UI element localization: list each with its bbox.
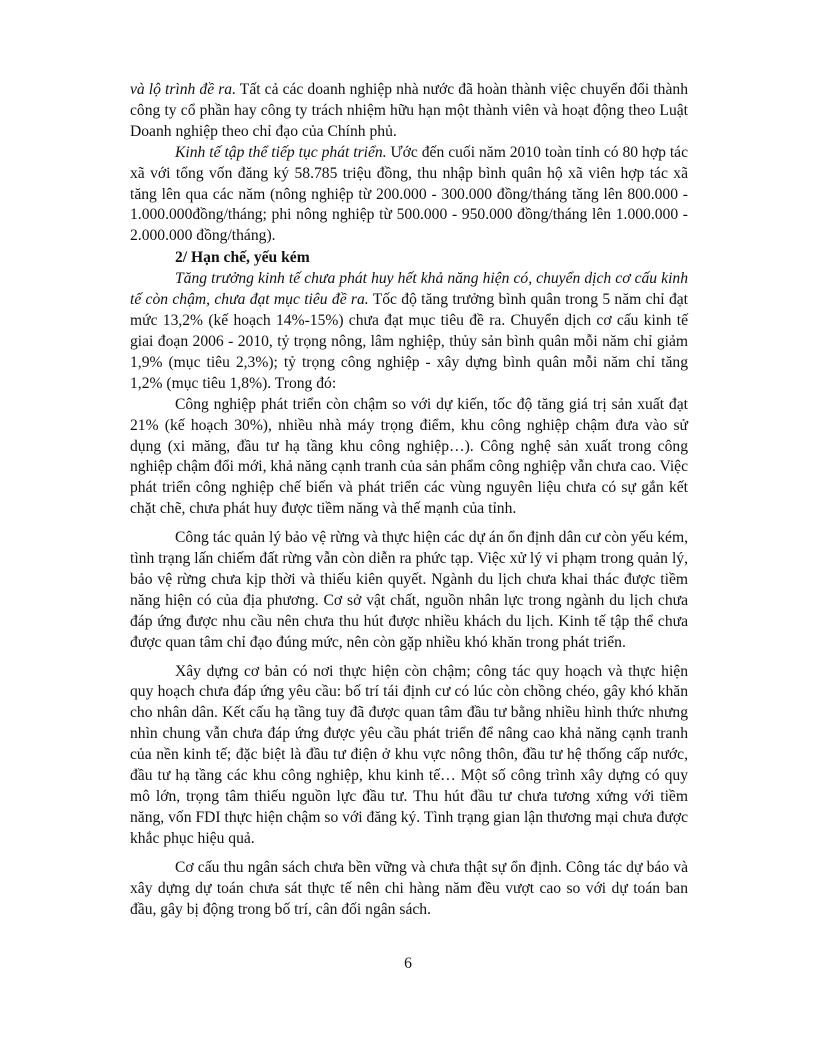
paragraph-industry: Công nghiệp phát triển còn chậm so với dự kiến, tốc độ tăng giá trị sản xuất đạt 21% (kế hoạch 30%), nhiều nhà máy trọng điểm, khu công nghiệp chậm đưa vào sử dụng (xi măng, đầu tư hạ tầng khu công nghiệp…). Công nghệ sản xuất trong công nghiệp chậm đổi mới, khả năng cạnh tranh của sản phẩm công nghiệp vẫn chưa cao. Việc phát triển công nghiệp chế biến và phát triển các vùng nguyên liệu chưa có sự gắn kết chặt chẽ, chưa phát huy được tiềm năng và thế mạnh của tỉnh. (130, 395, 688, 518)
page-number: 6 (404, 955, 412, 972)
paragraph-forest-tourism: Công tác quản lý bảo vệ rừng và thực hiện các dự án ổn định dân cư còn yếu kém, tình trạng lấn chiếm đất rừng vẫn còn diễn ra phức tạp. Việc xử lý vi phạm trong quản lý, bảo vệ rừng chưa kịp thời và thiếu kiên quyết. Ngành du lịch chưa khai thác được tiềm năng hiện có của địa phương. Cơ sở vật chất, nguồn nhân lực trong ngành du lịch chưa đáp ứng được nhu cầu nên chưa thu hút được nhiều khách du lịch. Kinh tế tập thể chưa được quan tâm chỉ đạo đúng mức, nên còn gặp nhiều khó khăn trong phát triển. (130, 529, 688, 651)
paragraph-text: Ước đến cuối năm 2010 toàn tỉnh có 80 hợp tác xã với tổng vốn đăng ký 58.785 triệu đồng, thu nhập bình quân hộ xã viên hợp tác xã tăng lên qua các năm (nông nghiệp từ 200.000 - 300.000 đồng/tháng tăng lên 800.000 - 1.000.000đồng/tháng; phi nông nghiệp từ 500.000 - 950.000 đồng/tháng lên 1.000.000 - 2.000.000 đồng/tháng). (130, 143, 688, 245)
paragraph-construction: Xây dựng cơ bản có nơi thực hiện còn chậm; công tác quy hoạch và thực hiện quy hoạch chưa đáp ứng yêu cầu: bố trí tái định cư có lúc còn chồng chéo, gây khó khăn cho nhân dân. Kết cấu hạ tầng tuy đã được quan tâm đầu tư bằng nhiều hình thức nhưng nhìn chung vẫn chưa đáp ứng được yêu cầu phát triển để nâng cao khả năng cạnh tranh của nền kinh tế; đặc biệt là đầu tư điện ở khu vực nông thôn, đầu tư hệ thống cấp nước, đầu tư hạ tầng các khu công nghiệp, khu kinh tế… Một số công trình xây dựng có quy mô lớn, trọng tâm thiếu nguồn lực đầu tư. Thu hút đầu tư chưa tương xứng với tiềm năng, vốn FDI thực hiện chậm so với đăng ký. Tình trạng gian lận thương mại chưa được khắc phục hiệu quả. (130, 662, 688, 847)
paragraph-text: Tất cả các doanh nghiệp nhà nước đã hoàn thành việc chuyển đổi thành công ty cổ phần hay công ty trách nhiệm hữu hạn một thành viên và hoạt động theo Luật Doanh nghiệp theo chỉ đạo của Chính phủ. (130, 81, 688, 140)
paragraph-collective-economy (130, 143, 688, 248)
italic-lead: Tăng trưởng kinh tế chưa phát huy hết khả năng hiện có, chuyển dịch cơ cấu kinh tế còn chậm, chưa đạt mục tiêu đề ra. (130, 270, 688, 309)
section-heading: 2/ Hạn chế, yếu kém (175, 249, 310, 267)
paragraph-growth (130, 269, 688, 394)
italic-lead: và lộ trình đề ra. (130, 81, 236, 98)
paragraph-text: Tốc độ tăng trưởng bình quân trong 5 năm chỉ đạt mức 13,2% (kế hoạch 14%-15%) chưa đạt mục tiêu đề ra. Chuyển dịch cơ cấu kinh tế giai đoạn 2006 - 2010, tỷ trọng nông, lâm nghiệp, thủy sản bình quân mỗi năm chỉ giảm 1,9% (mục tiêu 2,3%); tỷ trọng công nghiệp - xây dựng bình quân mỗi năm chỉ tăng 1,2% (mục tiêu 1,8%). Trong đó: (130, 291, 688, 392)
paragraph-budget: Cơ cấu thu ngân sách chưa bền vững và chưa thật sự ổn định. Công tác dự báo và xây dựng dự toán chưa sát thực tế nên chi hàng năm đều vượt cao so với dự toán ban đầu, gây bị động trong bố trí, cân đối ngân sách. (130, 858, 688, 918)
italic-lead: Kinh tế tập thể tiếp tục phát triển. (175, 143, 387, 161)
paragraph-soe-conversion (130, 80, 688, 143)
document-page (130, 80, 688, 920)
